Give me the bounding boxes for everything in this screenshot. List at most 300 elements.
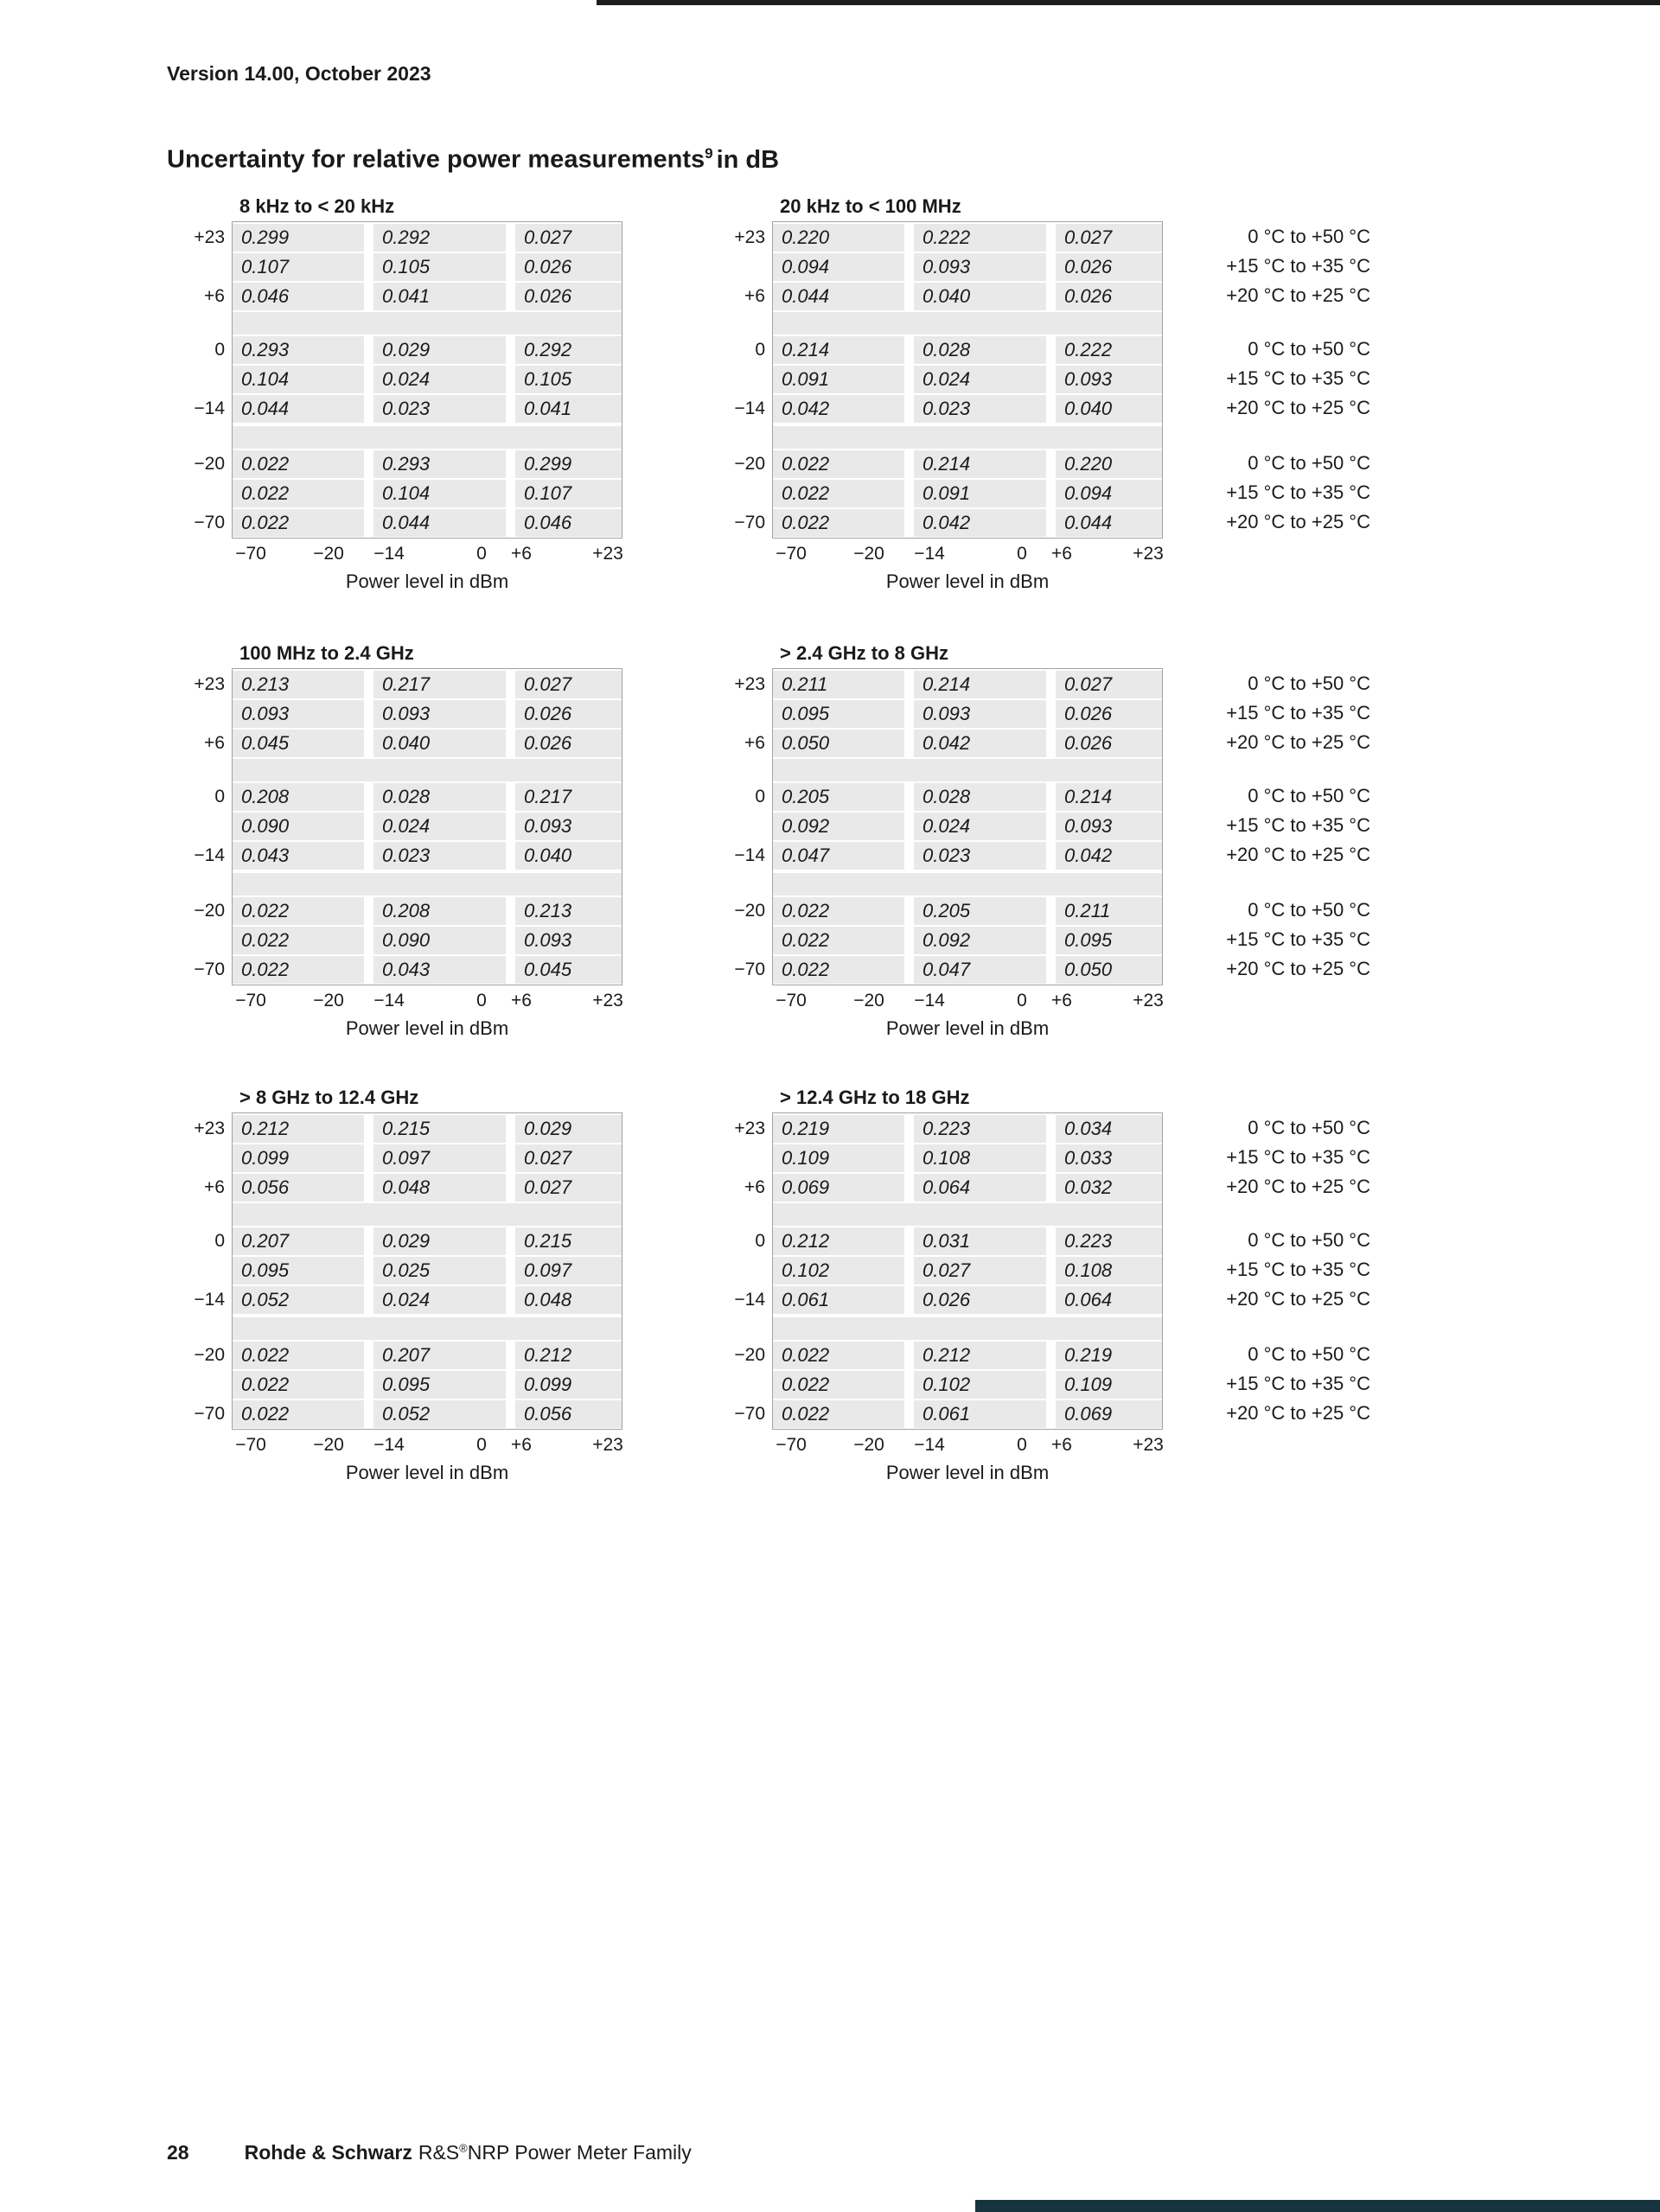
uncertainty-value: 0.042 <box>1056 842 1162 870</box>
x-axis-tick: +23 <box>1133 991 1164 1010</box>
matrix-cell <box>515 224 622 312</box>
uncertainty-value: 0.023 <box>914 842 1046 870</box>
separator-band <box>233 426 622 449</box>
uncertainty-value: 0.107 <box>515 480 622 507</box>
uncertainty-value: 0.026 <box>1056 700 1162 728</box>
footer-brand: Rohde & Schwarz <box>244 2141 412 2164</box>
x-axis-tick: −20 <box>853 991 884 1010</box>
uncertainty-value: 0.090 <box>374 927 506 954</box>
x-axis-tick: 0 <box>476 544 487 564</box>
matrix-cell <box>374 671 506 759</box>
uncertainty-value: 0.093 <box>233 700 364 728</box>
temperature-range: +15 °C to +35 °C <box>1226 928 1370 950</box>
uncertainty-value: 0.042 <box>914 509 1046 537</box>
uncertainty-value: 0.025 <box>374 1257 506 1284</box>
matrix-cell <box>515 1115 622 1203</box>
page-title-text: Uncertainty for relative power measurements <box>167 145 706 174</box>
x-axis-tick: +23 <box>592 991 623 1010</box>
y-axis-tick: −70 <box>734 959 765 979</box>
uncertainty-value: 0.022 <box>233 509 364 537</box>
matrix-cell <box>1056 671 1162 759</box>
matrix-cell <box>1056 897 1162 985</box>
chart-title: > 12.4 GHz to 18 GHz <box>780 1087 970 1108</box>
matrix-cell <box>914 1342 1046 1430</box>
uncertainty-value: 0.069 <box>1056 1400 1162 1428</box>
uncertainty-value: 0.024 <box>374 366 506 393</box>
y-axis-tick: +23 <box>734 227 765 247</box>
x-axis-tick: +6 <box>1051 991 1072 1010</box>
y-axis-tick: +23 <box>194 227 225 247</box>
uncertainty-value: 0.104 <box>374 480 506 507</box>
x-axis-label: Power level in dBm <box>345 571 509 592</box>
matrix-cell <box>374 783 506 871</box>
uncertainty-value: 0.095 <box>773 700 904 728</box>
uncertainty-value: 0.050 <box>773 730 904 757</box>
uncertainty-value: 0.207 <box>374 1342 506 1369</box>
uncertainty-value: 0.061 <box>914 1400 1046 1428</box>
matrix-cell <box>233 224 364 312</box>
uncertainty-value: 0.095 <box>374 1371 506 1399</box>
uncertainty-value: 0.056 <box>515 1400 622 1428</box>
uncertainty-value: 0.220 <box>773 224 904 252</box>
x-axis-tick: −70 <box>776 544 807 564</box>
matrix-cell <box>914 671 1046 759</box>
uncertainty-value: 0.222 <box>914 224 1046 252</box>
temperature-legend <box>1169 221 1370 537</box>
separator-band <box>233 873 622 896</box>
matrix-8khz-to-20khz <box>167 195 634 592</box>
uncertainty-value: 0.023 <box>914 395 1046 423</box>
uncertainty-value: 0.028 <box>374 783 506 811</box>
separator-band <box>233 312 622 335</box>
temperature-range: 0 °C to +50 °C <box>1248 1229 1370 1251</box>
x-axis-tick: +6 <box>1051 544 1072 564</box>
matrix-cell <box>374 224 506 312</box>
y-axis-tick: −14 <box>194 398 225 418</box>
uncertainty-value: 0.041 <box>515 395 622 423</box>
temperature-range: 0 °C to +50 °C <box>1248 1343 1370 1365</box>
matrix-cell <box>914 224 1046 312</box>
y-axis-tick: +6 <box>204 1177 225 1197</box>
uncertainty-value: 0.095 <box>233 1257 364 1284</box>
matrix-cell <box>233 336 364 424</box>
chart-grid <box>194 1112 623 1483</box>
x-axis-tick: +23 <box>592 544 623 564</box>
uncertainty-value: 0.040 <box>374 730 506 757</box>
matrix-cell <box>773 336 904 424</box>
matrix-cell <box>1056 1115 1162 1203</box>
uncertainty-value: 0.293 <box>233 336 364 364</box>
x-axis-tick: −20 <box>313 991 344 1010</box>
uncertainty-value: 0.023 <box>374 395 506 423</box>
uncertainty-value: 0.097 <box>515 1257 622 1284</box>
temperature-range: +20 °C to +25 °C <box>1226 397 1370 418</box>
matrix-cell <box>374 450 506 539</box>
uncertainty-value: 0.093 <box>515 813 622 840</box>
y-axis-tick: −14 <box>734 1290 765 1310</box>
uncertainty-value: 0.223 <box>914 1115 1046 1143</box>
temperature-range: +15 °C to +35 °C <box>1226 1373 1370 1394</box>
matrix-cell <box>515 671 622 759</box>
uncertainty-value: 0.043 <box>233 842 364 870</box>
uncertainty-value: 0.028 <box>914 783 1046 811</box>
uncertainty-value: 0.212 <box>233 1115 364 1143</box>
matrix-cell <box>515 336 622 424</box>
uncertainty-value: 0.091 <box>914 480 1046 507</box>
uncertainty-value: 0.213 <box>515 897 622 925</box>
matrix-cell <box>914 336 1046 424</box>
version-line: Version 14.00, October 2023 <box>167 62 431 85</box>
uncertainty-value: 0.056 <box>233 1174 364 1202</box>
matrix-cell <box>515 897 622 985</box>
temperature-range: +15 °C to +35 °C <box>1226 1146 1370 1168</box>
y-axis-tick: +23 <box>734 1119 765 1138</box>
chart-grid <box>734 668 1164 1039</box>
y-axis-tick: −20 <box>194 454 225 474</box>
uncertainty-value: 0.102 <box>773 1257 904 1284</box>
uncertainty-value: 0.026 <box>914 1286 1046 1314</box>
uncertainty-value: 0.208 <box>374 897 506 925</box>
uncertainty-value: 0.026 <box>515 283 622 310</box>
uncertainty-value: 0.044 <box>374 509 506 537</box>
uncertainty-value: 0.022 <box>773 1400 904 1428</box>
temperature-block <box>1169 449 1370 538</box>
y-axis-tick: −20 <box>194 1345 225 1365</box>
uncertainty-value: 0.064 <box>914 1174 1046 1202</box>
uncertainty-value: 0.040 <box>914 283 1046 310</box>
y-axis-tick: −20 <box>734 901 765 921</box>
uncertainty-value: 0.299 <box>515 450 622 478</box>
uncertainty-value: 0.029 <box>515 1115 622 1143</box>
temperature-block <box>1169 896 1370 985</box>
x-axis-tick: −20 <box>313 1435 344 1455</box>
matrix-cell <box>1056 1342 1162 1430</box>
uncertainty-value: 0.044 <box>1056 509 1162 537</box>
uncertainty-value: 0.207 <box>233 1227 364 1255</box>
matrix-cell <box>1056 450 1162 539</box>
uncertainty-value: 0.029 <box>374 1227 506 1255</box>
y-axis-tick: 0 <box>755 1231 765 1251</box>
y-axis-tick: −70 <box>734 1404 765 1424</box>
uncertainty-value: 0.026 <box>1056 253 1162 281</box>
chart-title: 20 kHz to < 100 MHz <box>780 195 961 217</box>
uncertainty-value: 0.092 <box>773 813 904 840</box>
uncertainty-value: 0.093 <box>1056 813 1162 840</box>
temperature-range: +15 °C to +35 °C <box>1226 367 1370 389</box>
y-axis-tick: 0 <box>755 340 765 360</box>
chart-grid <box>734 221 1164 592</box>
uncertainty-value: 0.027 <box>914 1257 1046 1284</box>
matrix-cell <box>233 1115 364 1203</box>
matrix-cell <box>773 897 904 985</box>
uncertainty-value: 0.292 <box>515 336 622 364</box>
matrix-cell <box>773 783 904 871</box>
temperature-range: 0 °C to +50 °C <box>1248 1117 1370 1138</box>
page-title-suffix: in dB <box>716 145 780 174</box>
y-axis-tick: −14 <box>194 1290 225 1310</box>
matrix-cell <box>374 1115 506 1203</box>
uncertainty-value: 0.214 <box>914 450 1046 478</box>
uncertainty-value: 0.205 <box>773 783 904 811</box>
matrix-cell <box>1056 224 1162 312</box>
matrix-cell <box>515 450 622 539</box>
uncertainty-value: 0.220 <box>1056 450 1162 478</box>
uncertainty-value: 0.093 <box>374 700 506 728</box>
x-axis-tick: +23 <box>592 1435 623 1455</box>
temperature-block <box>1169 335 1370 424</box>
uncertainty-value: 0.097 <box>374 1144 506 1172</box>
uncertainty-value: 0.090 <box>233 813 364 840</box>
uncertainty-value: 0.022 <box>233 1371 364 1399</box>
uncertainty-value: 0.022 <box>773 480 904 507</box>
matrix-cell <box>914 1115 1046 1203</box>
uncertainty-value: 0.022 <box>233 956 364 984</box>
page-title <box>167 145 779 175</box>
y-axis-tick: 0 <box>755 787 765 806</box>
uncertainty-value: 0.104 <box>233 366 364 393</box>
uncertainty-value: 0.205 <box>914 897 1046 925</box>
uncertainty-value: 0.064 <box>1056 1286 1162 1314</box>
matrix-cell <box>914 783 1046 871</box>
uncertainty-value: 0.095 <box>1056 927 1162 954</box>
temperature-range: +20 °C to +25 °C <box>1226 958 1370 979</box>
uncertainty-value: 0.022 <box>773 927 904 954</box>
temperature-range: +15 °C to +35 °C <box>1226 814 1370 836</box>
uncertainty-value: 0.212 <box>914 1342 1046 1369</box>
chart-title: 8 kHz to < 20 kHz <box>239 195 395 217</box>
uncertainty-value: 0.027 <box>515 1174 622 1202</box>
temperature-range: +20 °C to +25 °C <box>1226 1402 1370 1424</box>
separator-band <box>773 1203 1162 1226</box>
uncertainty-value: 0.047 <box>914 956 1046 984</box>
uncertainty-value: 0.215 <box>374 1115 506 1143</box>
uncertainty-value: 0.045 <box>515 956 622 984</box>
matrix-cell <box>773 1227 904 1316</box>
matrix-cell <box>374 897 506 985</box>
uncertainty-value: 0.033 <box>1056 1144 1162 1172</box>
y-axis-tick: 0 <box>214 1231 225 1251</box>
temperature-range: +15 °C to +35 °C <box>1226 702 1370 724</box>
uncertainty-value: 0.214 <box>1056 783 1162 811</box>
temperature-range: +20 °C to +25 °C <box>1226 511 1370 532</box>
uncertainty-value: 0.022 <box>233 927 364 954</box>
y-axis-tick: +6 <box>204 733 225 753</box>
uncertainty-value: 0.222 <box>1056 336 1162 364</box>
separator-band <box>773 759 1162 781</box>
header-rule <box>597 0 1660 5</box>
matrix-cell <box>914 897 1046 985</box>
temperature-range: 0 °C to +50 °C <box>1248 785 1370 806</box>
uncertainty-value: 0.093 <box>914 700 1046 728</box>
temperature-block <box>1169 1114 1370 1202</box>
y-axis-tick: 0 <box>214 787 225 806</box>
x-axis-tick: −14 <box>914 991 945 1010</box>
matrix-20khz-to-100mhz <box>707 195 1174 592</box>
temperature-range: +15 °C to +35 °C <box>1226 1259 1370 1280</box>
uncertainty-value: 0.048 <box>374 1174 506 1202</box>
x-axis-tick: −14 <box>374 544 405 564</box>
x-axis-tick: +6 <box>511 1435 532 1455</box>
temperature-block <box>1169 223 1370 311</box>
uncertainty-value: 0.027 <box>1056 671 1162 698</box>
uncertainty-value: 0.041 <box>374 283 506 310</box>
footer-product-name: NRP Power Meter Family <box>467 2141 692 2164</box>
y-axis-tick: −70 <box>194 959 225 979</box>
x-axis-label: Power level in dBm <box>345 1462 509 1483</box>
x-axis-tick: −14 <box>374 1435 405 1455</box>
uncertainty-value: 0.292 <box>374 224 506 252</box>
uncertainty-value: 0.208 <box>233 783 364 811</box>
uncertainty-value: 0.024 <box>914 366 1046 393</box>
temperature-block <box>1169 1227 1370 1315</box>
y-axis-tick: −14 <box>734 845 765 865</box>
uncertainty-value: 0.045 <box>233 730 364 757</box>
uncertainty-value: 0.219 <box>773 1115 904 1143</box>
uncertainty-value: 0.022 <box>773 1371 904 1399</box>
uncertainty-value: 0.099 <box>515 1371 622 1399</box>
uncertainty-value: 0.093 <box>515 927 622 954</box>
uncertainty-value: 0.024 <box>374 1286 506 1314</box>
uncertainty-value: 0.024 <box>374 813 506 840</box>
x-axis-tick: −14 <box>374 991 405 1010</box>
temperature-legend <box>1169 1112 1370 1428</box>
matrix-cell <box>914 1227 1046 1316</box>
uncertainty-value: 0.022 <box>233 1400 364 1428</box>
uncertainty-value: 0.105 <box>515 366 622 393</box>
matrix-100mhz-to-2p4ghz <box>167 642 634 1039</box>
y-axis-tick: +23 <box>194 1119 225 1138</box>
temperature-range: +15 °C to +35 °C <box>1226 255 1370 277</box>
uncertainty-value: 0.293 <box>374 450 506 478</box>
uncertainty-value: 0.214 <box>773 336 904 364</box>
x-axis-tick: +23 <box>1133 1435 1164 1455</box>
y-axis-tick: −20 <box>734 454 765 474</box>
uncertainty-value: 0.022 <box>233 450 364 478</box>
x-axis-label: Power level in dBm <box>885 1462 1050 1483</box>
y-axis-tick: −70 <box>194 1404 225 1424</box>
chart-grid <box>194 668 623 1039</box>
separator-band <box>773 426 1162 449</box>
uncertainty-value: 0.023 <box>374 842 506 870</box>
uncertainty-value: 0.026 <box>1056 730 1162 757</box>
uncertainty-value: 0.217 <box>374 671 506 698</box>
uncertainty-value: 0.040 <box>1056 395 1162 423</box>
matrix-cell <box>233 783 364 871</box>
uncertainty-value: 0.022 <box>233 480 364 507</box>
separator-band <box>773 312 1162 335</box>
temperature-range: +20 °C to +25 °C <box>1226 1176 1370 1197</box>
uncertainty-value: 0.099 <box>233 1144 364 1172</box>
x-axis-tick: −20 <box>853 1435 884 1455</box>
y-axis-tick: +23 <box>734 674 765 694</box>
temperature-block <box>1169 782 1370 870</box>
chart-grid <box>194 221 623 592</box>
temperature-range: 0 °C to +50 °C <box>1248 338 1370 360</box>
uncertainty-value: 0.027 <box>515 224 622 252</box>
matrix-cell <box>374 336 506 424</box>
uncertainty-value: 0.026 <box>515 730 622 757</box>
uncertainty-value: 0.108 <box>1056 1257 1162 1284</box>
uncertainty-value: 0.042 <box>773 395 904 423</box>
x-axis-tick: +23 <box>1133 544 1164 564</box>
matrix-cell <box>773 224 904 312</box>
uncertainty-value: 0.211 <box>1056 897 1162 925</box>
uncertainty-value: 0.026 <box>515 700 622 728</box>
uncertainty-value: 0.022 <box>773 509 904 537</box>
uncertainty-value: 0.027 <box>515 1144 622 1172</box>
matrix-cell <box>515 783 622 871</box>
matrix-cell <box>233 671 364 759</box>
uncertainty-value: 0.091 <box>773 366 904 393</box>
uncertainty-value: 0.061 <box>773 1286 904 1314</box>
uncertainty-value: 0.029 <box>374 336 506 364</box>
temperature-range: 0 °C to +50 °C <box>1248 899 1370 921</box>
page-number: 28 <box>167 2141 189 2164</box>
temperature-range: +20 °C to +25 °C <box>1226 731 1370 753</box>
x-axis-label: Power level in dBm <box>885 1017 1050 1039</box>
x-axis-tick: 0 <box>476 1435 487 1455</box>
uncertainty-value: 0.107 <box>233 253 364 281</box>
y-axis-tick: −20 <box>194 901 225 921</box>
uncertainty-value: 0.069 <box>773 1174 904 1202</box>
matrix-8ghz-to-12p4ghz <box>167 1087 634 1483</box>
y-axis-tick: +6 <box>744 1177 765 1197</box>
x-axis-tick: −70 <box>235 991 266 1010</box>
uncertainty-value: 0.046 <box>233 283 364 310</box>
uncertainty-value: 0.046 <box>515 509 622 537</box>
chart-title: > 2.4 GHz to 8 GHz <box>780 642 948 664</box>
uncertainty-value: 0.109 <box>773 1144 904 1172</box>
uncertainty-value: 0.217 <box>515 783 622 811</box>
x-axis-tick: +6 <box>511 991 532 1010</box>
uncertainty-value: 0.109 <box>1056 1371 1162 1399</box>
x-axis-label: Power level in dBm <box>885 571 1050 592</box>
matrix-cell <box>773 671 904 759</box>
uncertainty-value: 0.299 <box>233 224 364 252</box>
uncertainty-value: 0.044 <box>233 395 364 423</box>
matrix-cell <box>233 1342 364 1430</box>
uncertainty-value: 0.027 <box>1056 224 1162 252</box>
matrix-cell <box>914 450 1046 539</box>
uncertainty-value: 0.094 <box>773 253 904 281</box>
uncertainty-value: 0.047 <box>773 842 904 870</box>
uncertainty-value: 0.092 <box>914 927 1046 954</box>
x-axis-tick: 0 <box>1017 991 1027 1010</box>
uncertainty-value: 0.093 <box>1056 366 1162 393</box>
x-axis-tick: −70 <box>776 1435 807 1455</box>
y-axis-tick: 0 <box>214 340 225 360</box>
temperature-range: 0 °C to +50 °C <box>1248 226 1370 247</box>
temperature-range: 0 °C to +50 °C <box>1248 673 1370 694</box>
uncertainty-value: 0.043 <box>374 956 506 984</box>
y-axis-tick: +6 <box>204 286 225 306</box>
uncertainty-value: 0.048 <box>515 1286 622 1314</box>
separator-band <box>773 873 1162 896</box>
separator-band <box>773 1317 1162 1340</box>
footnote-marker: 9 <box>705 145 713 162</box>
x-axis-tick: −14 <box>914 544 945 564</box>
x-axis-tick: −20 <box>313 544 344 564</box>
matrix-cell <box>233 897 364 985</box>
x-axis-tick: 0 <box>1017 544 1027 564</box>
matrix-2p4ghz-to-8ghz <box>707 642 1174 1039</box>
uncertainty-value: 0.022 <box>773 1342 904 1369</box>
uncertainty-value: 0.102 <box>914 1371 1046 1399</box>
uncertainty-value: 0.042 <box>914 730 1046 757</box>
uncertainty-value: 0.028 <box>914 336 1046 364</box>
matrix-cell <box>374 1227 506 1316</box>
x-axis-tick: 0 <box>1017 1435 1027 1455</box>
